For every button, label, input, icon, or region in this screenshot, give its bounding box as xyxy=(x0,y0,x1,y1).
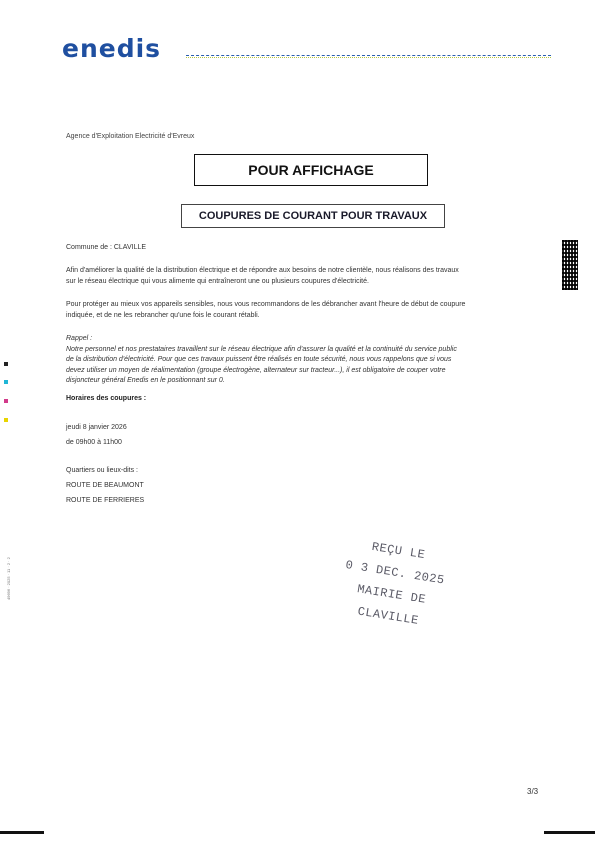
schedule xyxy=(66,420,127,450)
place-item: ROUTE DE FERRIERES xyxy=(66,497,145,504)
registration-mark-yellow xyxy=(4,418,8,422)
subtitle-box: COUPURES DE COURANT POUR TRAVAUX xyxy=(181,204,445,228)
schedule-time: de 09h00 à 11h00 xyxy=(66,439,122,446)
reception-stamp xyxy=(322,530,464,637)
registration-mark-magenta xyxy=(4,399,8,403)
paragraph-line: Pour protéger au mieux vos appareils sensibles, nous vous recommandons de les débrancher avant l'heure de début de coupure xyxy=(66,301,466,308)
paragraph-intro xyxy=(66,265,546,287)
qr-code-icon xyxy=(562,240,578,290)
paragraph-line: Afin d'améliorer la qualité de la distribution électrique et de répondre aux besoins de notre clientèle, nous réalisons des travaux xyxy=(66,267,459,274)
stamp-line: REÇU LE xyxy=(370,539,427,563)
hours-heading: Horaires des coupures : xyxy=(66,395,147,402)
reminder-line: disjoncteur général Enedis en le positionnant sur 0. xyxy=(66,377,225,384)
title-box: POUR AFFICHAGE xyxy=(194,154,428,186)
schedule-date: jeudi 8 janvier 2026 xyxy=(66,424,127,431)
agency-name: Agence d'Exploitation Electricité d'Evreux xyxy=(66,133,195,140)
side-code: 49696 · 2025 · 11 · 2 · 2 xyxy=(6,557,11,600)
place-item: ROUTE DE BEAUMONT xyxy=(66,482,144,489)
reminder-line: de la distribution d'électricité. Pour que ces travaux puissent être réalisés en toute sécurité, nous vous rappelons que si vous xyxy=(66,356,452,363)
enedis-logo: enedis xyxy=(62,34,162,63)
places-block xyxy=(66,463,144,508)
header-rule xyxy=(186,55,551,56)
paragraph-line: indiquée, et de ne les rebrancher qu'une fois le courant rétabli. xyxy=(66,312,260,319)
header-rule-accent xyxy=(186,57,551,58)
registration-mark-cyan xyxy=(4,380,8,384)
footer-bar-left xyxy=(0,831,44,834)
footer-bar-right xyxy=(544,831,595,834)
paragraph-advice xyxy=(66,299,546,321)
places-heading: Quartiers ou lieux-dits : xyxy=(66,467,138,474)
page-number: 3/3 xyxy=(527,787,539,796)
paragraph-line: sur le réseau électrique qui vous alimente qui entraîneront une ou plusieurs coupures d'électricité. xyxy=(66,278,369,285)
stamp-line: MAIRIE DE CLAVILLE xyxy=(356,582,427,628)
registration-mark-black xyxy=(4,362,8,366)
reminder-label: Rappel : xyxy=(66,335,93,342)
stamp-date: 0 3 DEC. 2025 xyxy=(344,558,446,588)
reminder-line: Notre personnel et nos prestataires travaillent sur le réseau électrique afin d'assurer la qualité et la continuité du service public xyxy=(66,345,457,353)
reminder-block xyxy=(66,334,546,387)
commune-line: Commune de : CLAVILLE xyxy=(66,244,147,251)
reminder-line: devez utiliser un moyen de réalimentation (groupe électrogène, alternateur sur tracteur...), il est obligatoire de couper votre xyxy=(66,366,446,374)
